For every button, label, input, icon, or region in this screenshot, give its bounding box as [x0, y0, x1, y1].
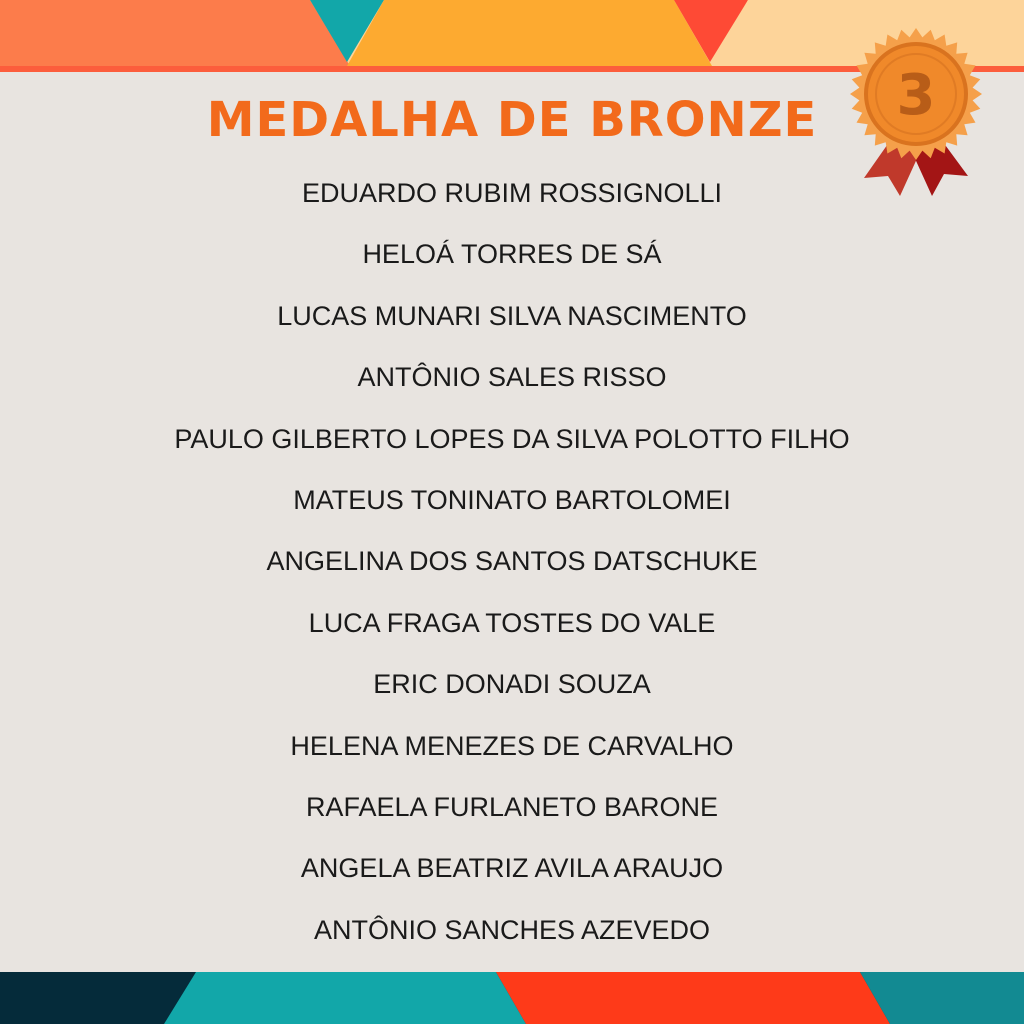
medalist-name: LUCA FRAGA TOSTES DO VALE: [308, 607, 716, 638]
medalist-list: [0, 163, 1024, 961]
medal-number: 3: [896, 63, 936, 128]
medalist-name: ANGELINA DOS SANTOS DATSCHUKE: [266, 546, 758, 577]
medalist-name: MATEUS TONINATO BARTOLOMEI: [293, 484, 731, 515]
bottom-decorative-band: [0, 972, 1024, 1024]
medalist-name: HELENA MENEZES DE CARVALHO: [290, 730, 734, 761]
page-title: MEDALHA DE BRONZE: [206, 92, 818, 148]
medalist-name: EDUARDO RUBIM ROSSIGNOLLI: [301, 178, 723, 208]
medalist-name: ANGELA BEATRIZ AVILA ARAUJO: [300, 853, 724, 884]
medalist-name: LUCAS MUNARI SILVA NASCIMENTO: [277, 300, 747, 331]
medalist-name: RAFAELA FURLANETO BARONE: [305, 791, 719, 822]
medalist-name: PAULO GILBERTO LOPES DA SILVA POLOTTO FILHO: [174, 423, 850, 454]
medalist-name: ANTÔNIO SALES RISSO: [357, 362, 667, 393]
medalist-name: ANTÔNIO SANCHES AZEVEDO: [313, 914, 711, 945]
medalist-name: HELOÁ TORRES DE SÁ: [362, 239, 662, 270]
medalist-name: ERIC DONADI SOUZA: [373, 669, 651, 700]
